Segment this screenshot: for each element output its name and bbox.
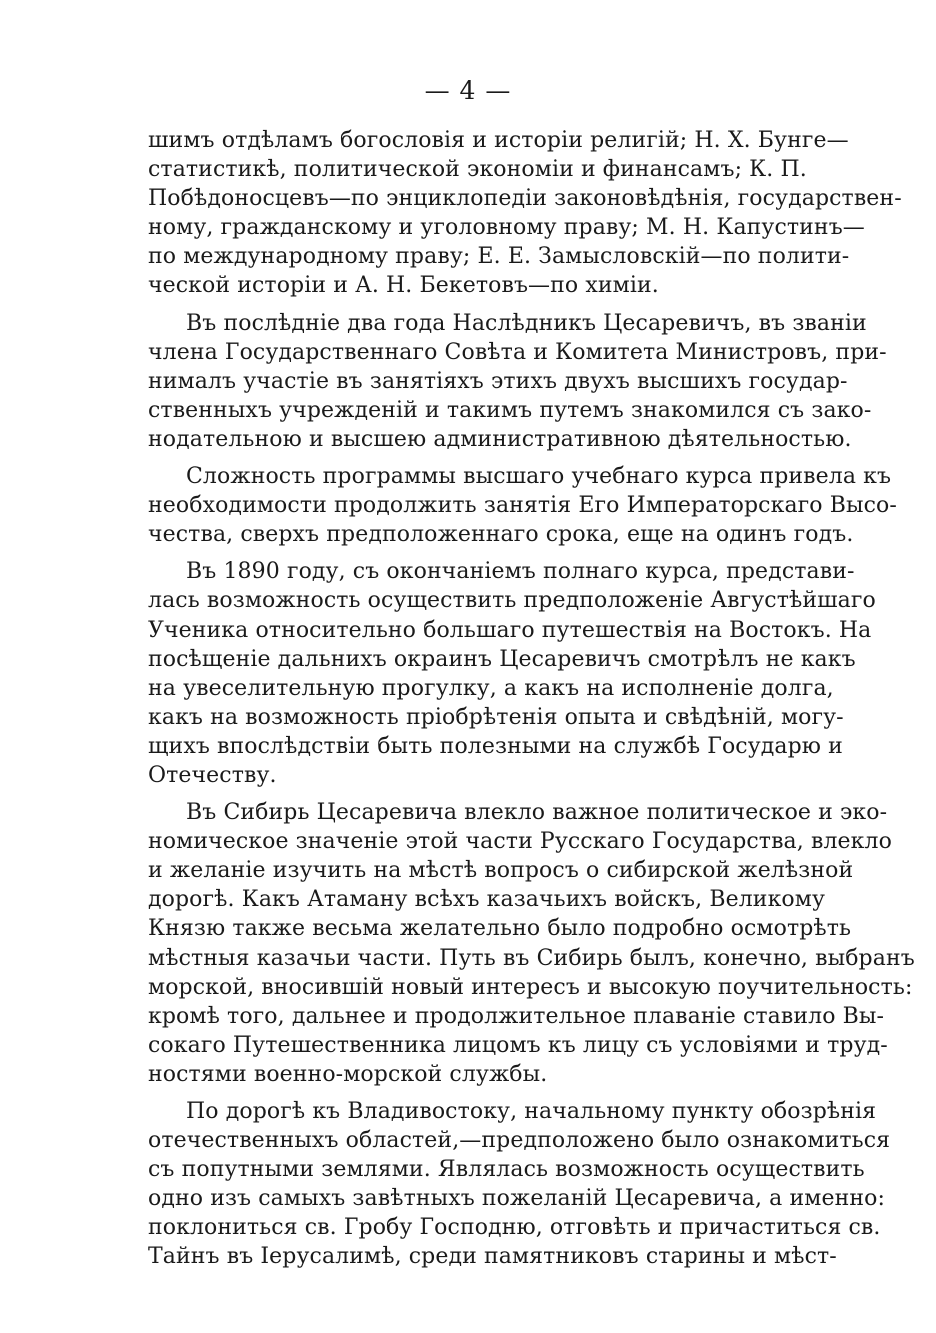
text-line: мѣстныя казачьи части. Путь въ Сибирь былъ, конечно, выбранъ: [148, 945, 915, 971]
text-line: съ попутными землями. Являлась возможность осуществить: [148, 1157, 865, 1183]
text-line: Въ послѣдніе два года Наслѣдникъ Цесаревичъ, въ званіи: [186, 310, 867, 336]
text-line: ному, гражданскому и уголовному праву; М. Н. Капустинъ—: [148, 215, 865, 241]
text-line: одно изъ самыхъ завѣтныхъ пожеланій Цесаревича, а именно:: [148, 1186, 885, 1212]
text-line: ческой исторіи и А. Н. Бекетовъ—по химіи.: [148, 273, 659, 299]
text-line: Сложность программы высшаго учебнаго курса привела къ: [186, 464, 892, 490]
text-line: номическое значеніе этой части Русскаго Государства, влекло: [148, 829, 892, 855]
paragraph: [148, 798, 915, 1089]
text-line: Побѣдоносцевъ—по энциклопедіи законовѣдѣнія, государствен-: [148, 186, 902, 212]
text-line: необходимости продолжить занятія Его Императорскаго Высо-: [148, 493, 897, 519]
text-line: отечественныхъ областей,—предположено было ознакомиться: [148, 1128, 891, 1154]
paragraph: [148, 309, 887, 454]
text-line: шимъ отдѣламъ богословія и исторіи религій; Н. Х. Бунге—: [148, 128, 849, 153]
paragraph-gap: [148, 1089, 793, 1097]
text-line: сокаго Путешественника лицомъ къ лицу съ условіями и труд-: [148, 1032, 888, 1058]
paragraph-gap: [148, 549, 793, 557]
paragraph: [148, 557, 876, 790]
text-line: нималъ участіе въ занятіяхъ этихъ двухъ высшихъ государ-: [148, 368, 848, 394]
paragraph: [148, 1097, 891, 1272]
text-line: морской, вносившій новый интересъ и высокую поучительность:: [148, 974, 913, 1000]
text-line: статистикѣ, политической экономіи и финансамъ; К. П.: [148, 157, 807, 183]
text-line: лась возможность осуществить предположеніе Августѣйшаго: [148, 588, 876, 614]
text-line: нодательною и высшею административною дѣятельностью.: [148, 426, 852, 452]
text-line: Тайнъ въ Іерусалимѣ, среди памятниковъ старины и мѣст-: [148, 1244, 837, 1270]
page-number: — 4 —: [424, 76, 512, 105]
text-line: поклониться св. Гробу Господню, отговѣть и причаститься св.: [148, 1215, 881, 1241]
text-line: кромѣ того, дальнее и продолжительное плаваніе ставило Вы-: [148, 1003, 885, 1029]
text-line: Въ Сибирь Цесаревича влекло важное политическое и эко-: [186, 800, 888, 826]
text-line: По дорогѣ къ Владивостоку, начальному пункту обозрѣнія: [186, 1099, 877, 1124]
text-line: Князю также весьма желательно было подробно осмотрѣть: [148, 916, 852, 942]
paragraph: [148, 126, 902, 301]
text-line: члена Государственнаго Совѣта и Комитета Министровъ, при-: [148, 339, 887, 365]
text-line: Въ 1890 году, съ окончаніемъ полнаго курса, представи-: [186, 559, 855, 585]
paragraph-gap: [148, 301, 793, 309]
text-line: дорогѣ. Какъ Атаману всѣхъ казачьихъ войскъ, Великому: [148, 887, 826, 913]
text-line: щихъ впослѣдствіи быть полезными на службѣ Государю и: [148, 733, 843, 759]
text-line: Отечеству.: [148, 762, 277, 788]
text-line: ственныхъ учрежденій и такимъ путемъ знакомился съ зако-: [148, 397, 872, 423]
text-line: ностями военно-морской службы.: [148, 1061, 548, 1087]
paragraph: [148, 462, 897, 549]
text-line: какъ на возможность пріобрѣтенія опыта и свѣдѣній, могу-: [148, 704, 844, 730]
text-line: на увеселительную прогулку, а какъ на исполненіе долга,: [148, 675, 834, 701]
text-line: и желаніе изучить на мѣстѣ вопросъ о сибирской желѣзной: [148, 858, 854, 884]
text-line: Ученика относительно большаго путешествія на Востокъ. На: [148, 617, 872, 643]
text-line: по международному праву; Е. Е. Замысловскій—по полити-: [148, 244, 850, 270]
paragraph-gap: [148, 454, 793, 462]
paragraph-gap: [148, 790, 793, 798]
text-line: чества, сверхъ предположеннаго срока, еще на одинъ годъ.: [148, 522, 854, 548]
text-line: посѣщеніе дальнихъ окраинъ Цесаревичъ смотрѣлъ не какъ: [148, 646, 856, 672]
body-text: [148, 126, 915, 1272]
